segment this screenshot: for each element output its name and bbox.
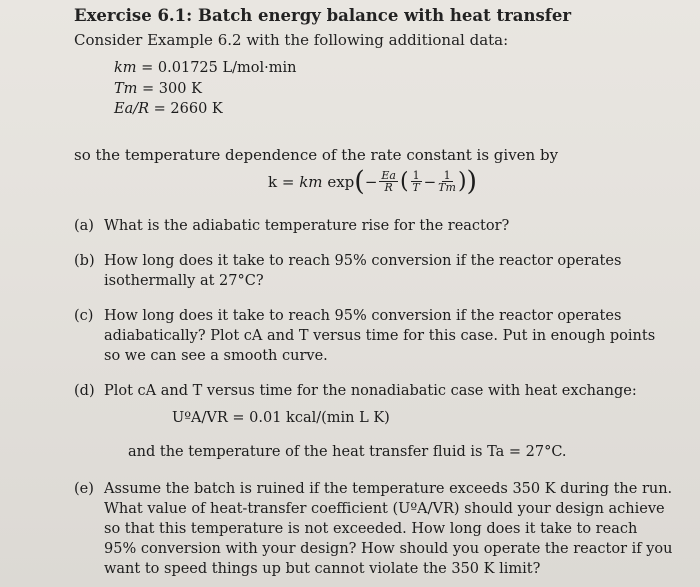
param-ea-r [114, 101, 223, 117]
question-text: How long does it take to reach 95% conversion if the reactor operates isothermally at 27°C? [104, 253, 622, 289]
intro-sentence: so the temperature dependence of the rate constant is given by [74, 146, 559, 164]
eq-km: km [299, 172, 323, 191]
eq-inv-tm [438, 170, 456, 193]
param-symbol: km [114, 60, 137, 76]
param-value: = 300 K [142, 81, 202, 97]
frac-num: 1 [412, 169, 420, 182]
param-tm [114, 81, 202, 97]
rate-constant-equation [268, 165, 478, 197]
param-value: = 0.01725 L/mol·min [141, 60, 297, 76]
question-d [74, 381, 674, 401]
param-value: = 2660 K [153, 101, 223, 117]
heat-fluid-temperature: and the temperature of the heat transfer fluid is Ta = 27°C. [128, 444, 567, 460]
heat-exchange-equation: UºA/VR = 0.01 kcal/(min L K) [172, 410, 390, 426]
question-b [74, 251, 674, 291]
question-label: (e) [74, 481, 94, 497]
eq-inner-close: ) [457, 168, 467, 194]
frac-den: R [384, 181, 393, 194]
eq-minus: − [364, 172, 378, 191]
eq-inv-t [411, 170, 422, 193]
exercise-title: Exercise 6.1: Batch energy balance with heat transfer [74, 6, 572, 25]
question-text: Plot cA and T versus time for the nonadiabatic case with heat exchange: [104, 383, 637, 399]
eq-ea-over-r [379, 170, 398, 193]
question-label: (a) [74, 218, 94, 234]
eq-open-paren: ( [354, 165, 365, 197]
eq-exp: exp [327, 172, 355, 191]
frac-den: Tm [438, 181, 456, 194]
frac-den: T [412, 181, 420, 194]
question-text: How long does it take to reach 95% conversion if the reactor operates adiabatically? Plot cA and T versus time for this case. Put in enough points so we can see a smooth curve. [104, 308, 656, 364]
question-label: (c) [74, 308, 94, 324]
eq-minus2: − [423, 172, 437, 191]
eq-lhs: k = [268, 172, 295, 191]
frac-num: 1 [443, 169, 451, 182]
eq-inner-open: ( [400, 168, 409, 194]
param-symbol: Tm [114, 81, 138, 97]
question-c [74, 306, 674, 366]
exercise-subtitle: Consider Example 6.2 with the following additional data: [74, 31, 509, 49]
question-text: What is the adiabatic temperature rise for the reactor? [104, 218, 510, 234]
param-symbol: Ea/R [114, 101, 150, 117]
frac-num: Ea [381, 169, 396, 182]
question-label: (b) [74, 253, 95, 269]
question-e [74, 479, 674, 579]
question-a [74, 216, 674, 236]
param-km [114, 60, 296, 76]
eq-close-paren: ) [466, 165, 478, 197]
question-label: (d) [74, 383, 95, 399]
question-text: Assume the batch is ruined if the temperature exceeds 350 K during the run. What value of heat-transfer coefficient (UºA/VR) should your design achieve so that this temperature is not exceeded. How long does it take to reach 95% conversion with your design? How should you operate the reactor if you want to speed things up but cannot violate the 350 K limit? [104, 481, 673, 577]
